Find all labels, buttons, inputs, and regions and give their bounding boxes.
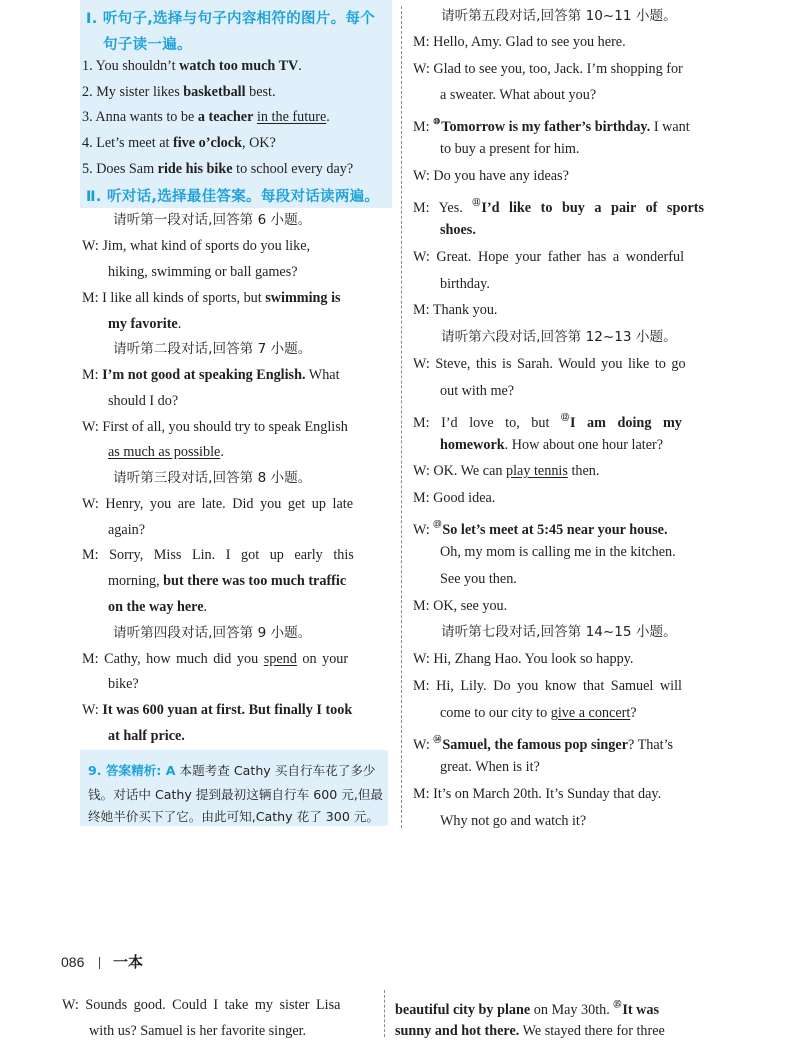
answer-line2: 钱。对话中 Cathy 提到最初这辆自行车 600 元,但最 bbox=[88, 787, 384, 802]
d1-line3: M: I like all kinds of sports, but swimming is bbox=[82, 290, 341, 306]
r-line19: Oh, my mom is calling me in the kitchen. bbox=[440, 544, 676, 560]
section1-title: Ⅰ. 听句子,选择与句子内容相符的图片。每个 bbox=[86, 11, 376, 27]
r-line24: come to our city to give a concert? bbox=[440, 705, 637, 721]
bottom-line4: sunny and hot there. We stayed there for three bbox=[395, 1023, 665, 1039]
answer-line3: 终她半价买下了它。由此可知,Cathy 花了 300 元。 bbox=[88, 809, 380, 824]
d3-line2: again? bbox=[108, 522, 146, 538]
r-line16: W: OK. We can play tennis then. bbox=[413, 463, 600, 479]
bottom-column-divider bbox=[384, 990, 385, 1037]
r-line7: M: Yes. ⑪I’d like to buy a pair of sports bbox=[413, 198, 704, 216]
s1-item-1: 1. You shouldn’t watch too much TV. bbox=[82, 58, 302, 74]
r-line2: W: Glad to see you, too, Jack. I’m shopping for bbox=[413, 61, 683, 77]
bottom-line2: with us? Samuel is her favorite singer. bbox=[89, 1023, 307, 1039]
r-line15: homework. How about one hour later? bbox=[440, 437, 664, 453]
d2-line2: should I do? bbox=[108, 393, 179, 409]
s1-item-5: 5. Does Sam ride his bike to school every day? bbox=[82, 161, 354, 177]
s1-item-2: 2. My sister likes basketball best. bbox=[82, 84, 276, 100]
r-line3: a sweater. What about you? bbox=[440, 87, 597, 103]
r-line20: See you then. bbox=[440, 571, 517, 587]
r-line26: great. When is it? bbox=[440, 759, 540, 775]
r-line17: M: Good idea. bbox=[413, 490, 496, 506]
d1-line1: W: Jim, what kind of sports do you like, bbox=[82, 238, 311, 254]
r-line1: M: Hello, Amy. Glad to see you here. bbox=[413, 34, 626, 50]
d1-line4: my favorite. bbox=[108, 316, 182, 332]
r-line22: W: Hi, Zhang Hao. You look so happy. bbox=[413, 651, 634, 667]
dialog5-heading: 请听第五段对话,回答第 10~11 小题。 bbox=[441, 8, 677, 24]
d4-line4: at half price. bbox=[108, 728, 185, 744]
d3-line4: morning, but there was too much traffic bbox=[108, 573, 347, 589]
d2-line3: W: First of all, you should try to speak English bbox=[82, 419, 348, 435]
dialog6-heading: 请听第六段对话,回答第 12~13 小题。 bbox=[441, 329, 677, 345]
r-line27: M: It’s on March 20th. It’s Sunday that day. bbox=[413, 786, 662, 802]
dialog1-heading: 请听第一段对话,回答第 6 小题。 bbox=[113, 212, 312, 228]
dialog2-heading: 请听第二段对话,回答第 7 小题。 bbox=[113, 341, 312, 357]
r-line8: shoes. bbox=[440, 222, 476, 238]
r-line21: M: OK, see you. bbox=[413, 598, 508, 614]
r-line28: Why not go and watch it? bbox=[440, 813, 587, 829]
r-line14: M: I’d love to, but ⑫I am doing my bbox=[413, 413, 682, 431]
column-divider bbox=[401, 6, 402, 828]
answer-line1: 9. 答案精析: A 本题考查 Cathy 买自行车花了多少 bbox=[88, 763, 376, 778]
d2-line4: as much as possible. bbox=[108, 444, 224, 460]
answer-analysis-box bbox=[80, 750, 388, 826]
dialog4-heading: 请听第四段对话,回答第 9 小题。 bbox=[113, 625, 312, 641]
footer-separator bbox=[99, 957, 100, 969]
section2-title: Ⅱ. 听对话,选择最佳答案。每段对话读两遍。 bbox=[86, 189, 380, 205]
r-line12: W: Steve, this is Sarah. Would you like to go bbox=[413, 356, 686, 372]
d3-line1: W: Henry, you are late. Did you get up late bbox=[82, 496, 353, 512]
d4-line1: M: Cathy, how much did you spend on your bbox=[82, 651, 349, 667]
r-line10: birthday. bbox=[440, 276, 490, 292]
r-line5: to buy a present for him. bbox=[440, 141, 580, 157]
d3-line3: M: Sorry, Miss Lin. I got up early this bbox=[82, 547, 354, 563]
d4-line2: bike? bbox=[108, 676, 139, 692]
dialog7-heading: 请听第七段对话,回答第 14~15 小题。 bbox=[441, 624, 677, 640]
d4-line3: W: It was 600 yuan at first. But finally I took bbox=[82, 702, 353, 718]
r-line25: W: ⑭Samuel, the famous pop singer? That’s bbox=[413, 735, 674, 753]
r-line23: M: Hi, Lily. Do you know that Samuel will bbox=[413, 678, 682, 694]
r-line13: out with me? bbox=[440, 383, 515, 399]
d3-line5: on the way here. bbox=[108, 599, 208, 615]
r-line4: M: ⑩Tomorrow is my father’s birthday. I want bbox=[413, 117, 690, 135]
r-line9: W: Great. Hope your father has a wonderful bbox=[413, 249, 685, 265]
dialog3-heading: 请听第三段对话,回答第 8 小题。 bbox=[113, 470, 312, 486]
section1-title-cont: 句子读一遍。 bbox=[103, 37, 192, 53]
brand-logo: 一本 bbox=[113, 953, 144, 971]
r-line18: W: ⑬So let’s meet at 5:45 near your house. bbox=[413, 520, 668, 538]
r-line6: W: Do you have any ideas? bbox=[413, 168, 569, 184]
s1-item-3: 3. Anna wants to be a teacher in the future. bbox=[82, 109, 330, 125]
d1-line2: hiking, swimming or ball games? bbox=[108, 264, 298, 280]
d2-line1: M: I’m not good at speaking English. What bbox=[82, 367, 340, 383]
r-line11: M: Thank you. bbox=[413, 302, 498, 318]
bottom-line3: beautiful city by plane on May 30th. ⑮It was bbox=[395, 1000, 660, 1018]
page-number: 086 bbox=[61, 954, 85, 970]
s1-item-4: 4. Let’s meet at five o’clock, OK? bbox=[82, 135, 276, 151]
bottom-line1: W: Sounds good. Could I take my sister Lisa bbox=[62, 997, 341, 1013]
